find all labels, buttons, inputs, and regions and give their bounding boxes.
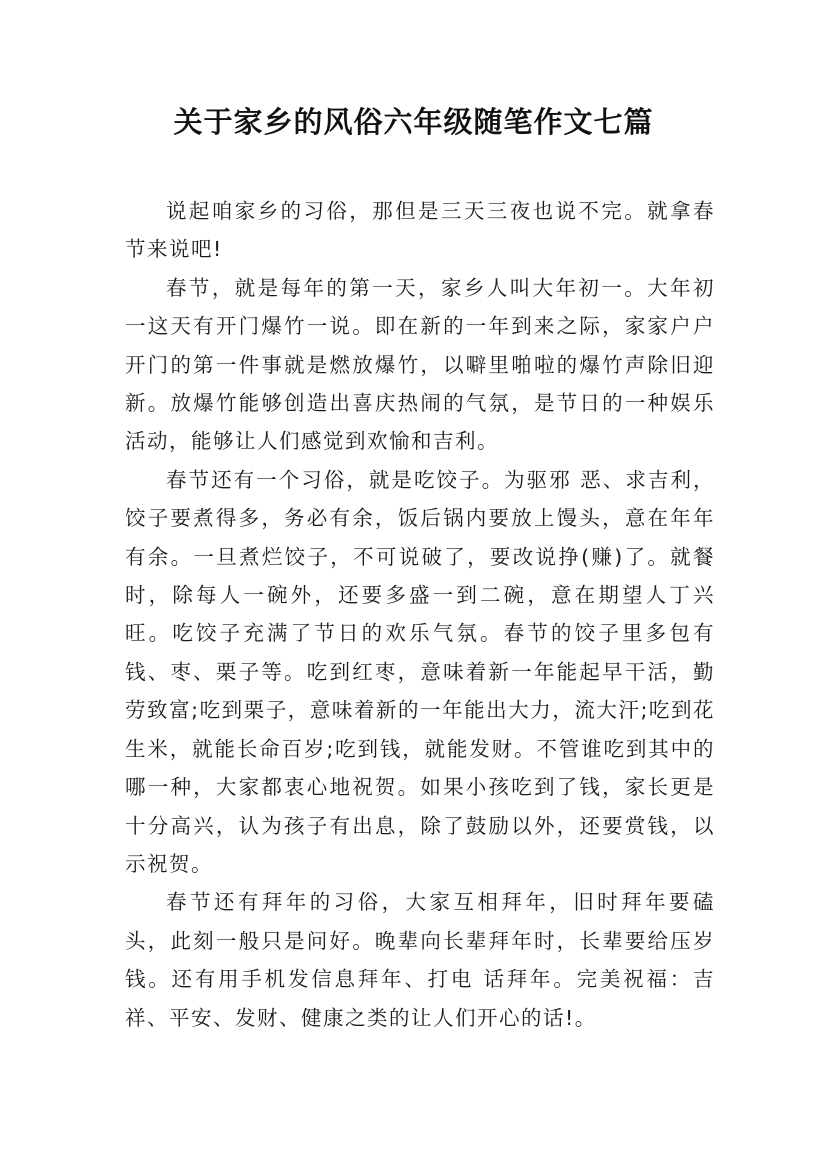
document-body [125, 192, 715, 1037]
document-title: 关于家乡的风俗六年级随笔作文七篇 [173, 105, 654, 139]
paragraph-dumplings: 春节还有一个习俗，就是吃饺子。为驱邪 恶、求吉利，饺子要煮得多，务必有余，饭后锅内要放上馒头，意在年年有余。一旦煮烂饺子，不可说破了，要改说挣(赚)了。就餐时，除每人一碗外，还要多盛一到二碗，意在期望人丁兴旺。吃饺子充满了节日的欢乐气氛。春节的饺子里多包有钱、枣、栗子等。吃到红枣，意味着新一年能起早干活，勤劳致富;吃到栗子，意味着新的一年能出大力，流大汗;吃到花生米，就能长命百岁;吃到钱，就能发财。不管谁吃到其中的哪一种，大家都衷心地祝贺。如果小孩吃到了钱，家长更是十分高兴，认为孩子有出息，除了鼓励以外，还要赏钱，以示祝贺。 [125, 467, 715, 876]
paragraph-firecrackers: 春节，就是每年的第一天，家乡人叫大年初一。大年初一这天有开门爆竹一说。即在新的一年到来之际，家家户户开门的第一件事就是燃放爆竹，以噼里啪啦的爆竹声除旧迎新。放爆竹能够创造出喜庆热闹的气氛，是节日的一种娱乐活动，能够让人们感觉到欢愉和吉利。 [125, 275, 715, 454]
paragraph-intro: 说起咱家乡的习俗，那但是三天三夜也说不完。就拿春节来说吧! [125, 199, 715, 262]
paragraph-new-year-greetings: 春节还有拜年的习俗，大家互相拜年，旧时拜年要磕头，此刻一般只是问好。晚辈向长辈拜年时，长辈要给压岁钱。还有用手机发信息拜年、打电 话拜年。完美祝福：吉祥、平安、发财、健康之类的让人们开心的话!。 [125, 890, 715, 1030]
